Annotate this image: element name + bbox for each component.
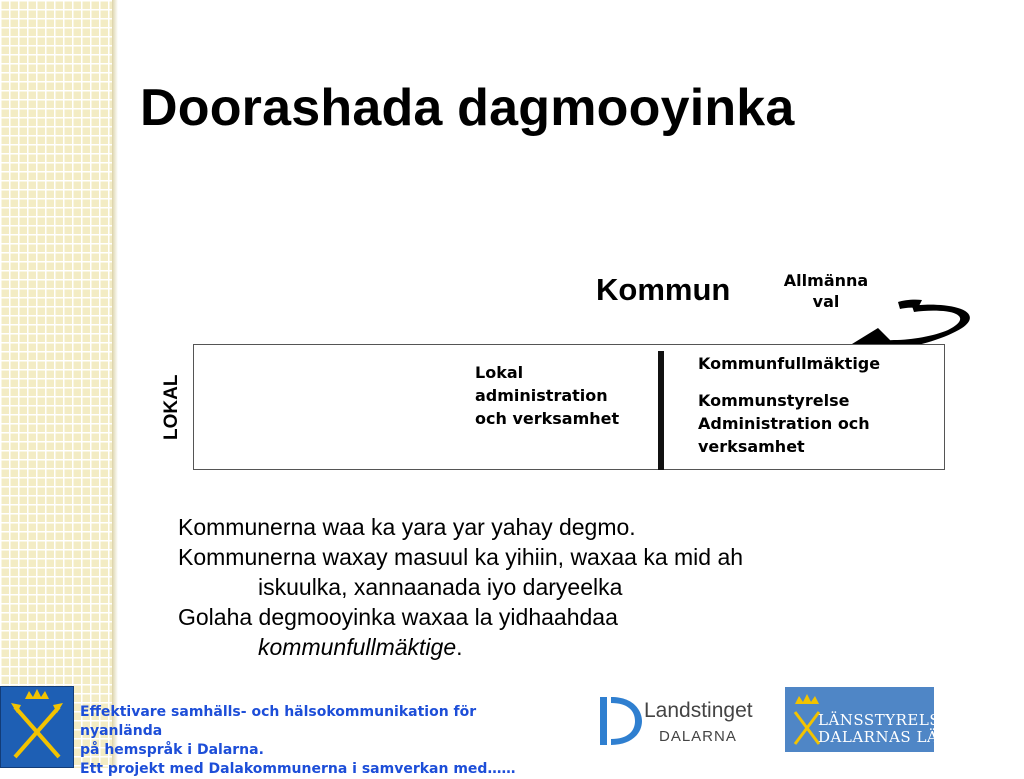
- kommunfullmaktige-italic: kommunfullmäktige: [258, 634, 457, 660]
- kommun-bodies-text: [698, 352, 943, 458]
- bullet-3: [178, 602, 918, 662]
- verksamhet-text: verksamhet: [698, 437, 805, 456]
- local-administration-text: [475, 361, 655, 430]
- bullet-2-part-b: iskuulka, xannaanada iyo daryeelka: [258, 574, 623, 600]
- lansstyrelsen-text: LÄNSSTYRELSEN: [818, 711, 966, 729]
- section-divider: [658, 351, 664, 470]
- body-bullets: [178, 512, 918, 662]
- bullet-3-period: .: [456, 634, 463, 660]
- bullet-2-part-a: Kommunerna waxay masuul ka yihiin, waxaa ka mid ah: [178, 544, 744, 570]
- kommunfullmaktige-text: Kommunfullmäktige: [698, 354, 881, 373]
- allmanna-line2: val: [812, 292, 840, 311]
- footer-line1: Effektivare samhälls- och hälsokommunikation för nyanlända: [80, 704, 477, 739]
- lokal-level-label: LOKAL: [161, 374, 182, 440]
- allmanna-line1: Allmänna: [783, 271, 869, 290]
- bullet-2: [178, 542, 918, 602]
- kommun-label: Kommun: [596, 272, 731, 307]
- footer-line3: Ett projekt med Dalakommunerna i samverkan med……: [80, 761, 516, 777]
- bullet-3-part-b: [218, 632, 918, 662]
- crossed-arrows-crown-icon: [1, 687, 73, 767]
- landstinget-text: Landstinget: [644, 699, 753, 722]
- dalarna-subtext: DALARNA: [659, 728, 737, 745]
- dalarna-emblem-logo: [0, 686, 74, 768]
- kommunstyrelse-text: Kommunstyrelse: [698, 391, 850, 410]
- dalarnas-lan-text: DALARNAS LÄN: [818, 728, 952, 746]
- decorative-side-pattern: [0, 0, 112, 768]
- left-text-line2: och verksamhet: [475, 409, 620, 428]
- footer-line2: på hemspråk i Dalarna.: [80, 742, 264, 758]
- administration-text: Administration och: [698, 414, 870, 433]
- bullet-3-part-a: Golaha degmooyinka waxaa la yidhaahdaa: [178, 604, 618, 630]
- side-pattern-shadow: [112, 0, 118, 768]
- bullet-1: Kommunerna waa ka yara yar yahay degmo.: [178, 514, 636, 540]
- left-text-line1: Lokal administration: [475, 363, 608, 405]
- slide-title: Doorashada dagmooyinka: [140, 79, 795, 137]
